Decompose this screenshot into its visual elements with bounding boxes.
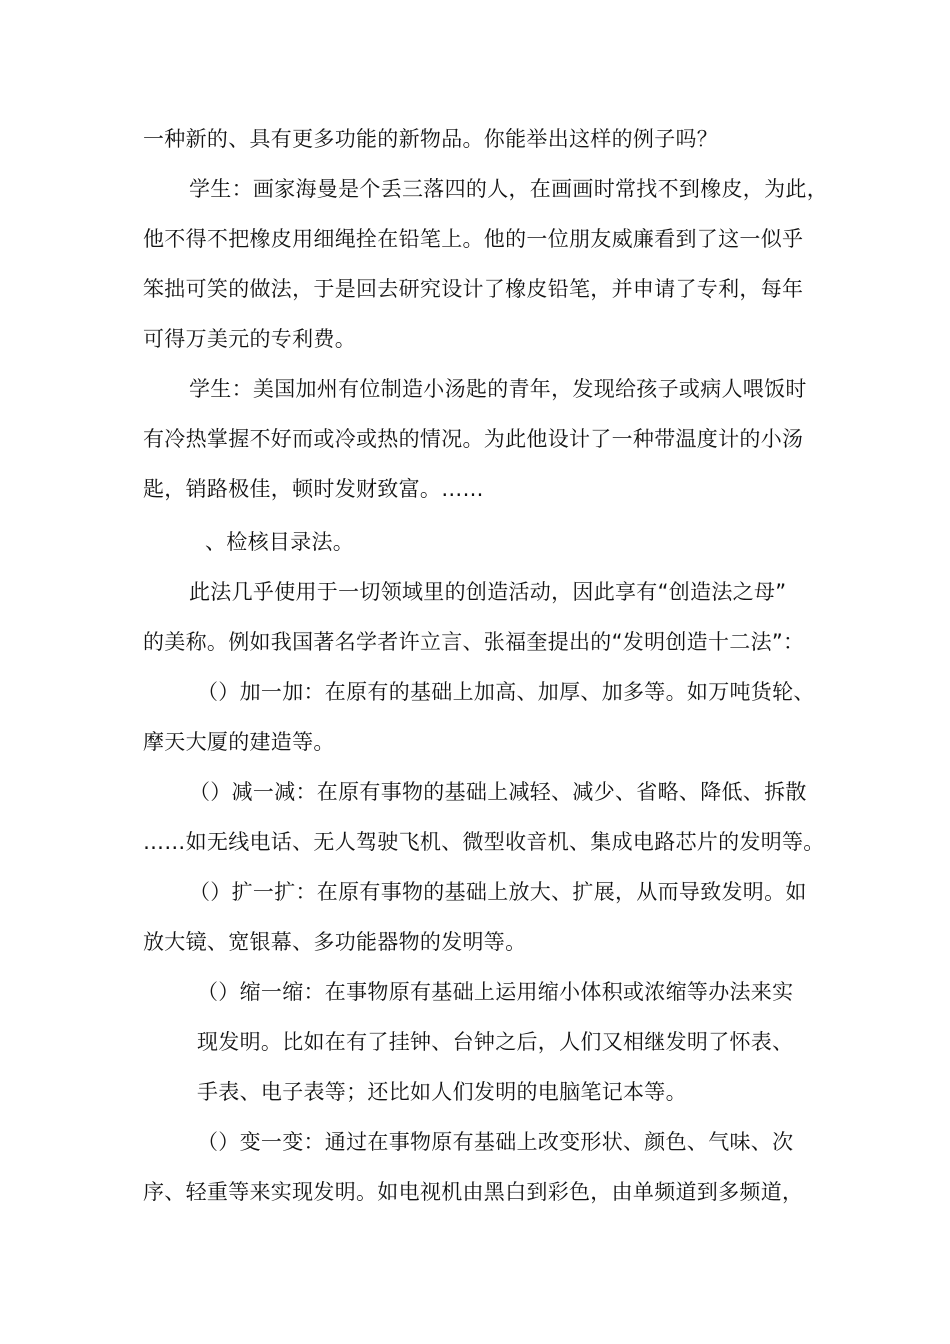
text-line: 学生：画家海曼是个丢三落四的人，在画画时常找不到橡皮，为此， <box>189 177 828 201</box>
list-item-line: （）变一变：通过在事物原有基础上改变形状、颜色、气味、次 <box>197 1130 794 1154</box>
list-item-line: （）缩一缩：在事物原有基础上运用缩小体积或浓缩等办法来实 <box>197 980 794 1004</box>
text-line: 可得万美元的专利费。 <box>143 327 356 351</box>
text-line: 此法几乎使用于一切领域里的创造活动，因此享有“创造法之母” <box>189 580 787 604</box>
text-line: 摩天大厦的建造等。 <box>143 730 335 754</box>
list-item-line: （）减一减：在原有事物的基础上减轻、减少、省略、降低、拆散 <box>189 780 807 804</box>
text-line: 笨拙可笑的做法，于是回去研究设计了橡皮铅笔，并申请了专利，每年 <box>143 277 804 301</box>
text-line: 学生：美国加州有位制造小汤匙的青年，发现给孩子或病人喂饭时 <box>189 377 807 401</box>
text-line: 一种新的、具有更多功能的新物品。你能举出这样的例子吗？ <box>143 127 719 151</box>
text-line: ……如无线电话、无人驾驶飞机、微型收音机、集成电路芯片的发明等。 <box>143 830 825 854</box>
list-item-line: （）扩一扩：在原有事物的基础上放大、扩展，从而导致发明。如 <box>189 880 807 904</box>
text-line: 手表、电子表等；还比如人们发明的电脑笔记本等。 <box>197 1080 687 1104</box>
text-line: 匙，销路极佳，顿时发财致富。…… <box>143 477 484 501</box>
text-line: 他不得不把橡皮用细绳拴在铅笔上。他的一位朋友威廉看到了这一似乎 <box>143 227 804 251</box>
section-heading: 、检核目录法。 <box>205 530 355 554</box>
list-item-line: （）加一加：在原有的基础上加高、加厚、加多等。如万吨货轮、 <box>197 680 815 704</box>
text-line: 序、轻重等来实现发明。如电视机由黑白到彩色，由单频道到多频道， <box>143 1180 804 1204</box>
text-line: 有冷热掌握不好而或冷或热的情况。为此他设计了一种带温度计的小汤 <box>143 427 804 451</box>
text-line: 放大镜、宽银幕、多功能器物的发明等。 <box>143 930 527 954</box>
text-line: 现发明。比如在有了挂钟、台钟之后，人们又相继发明了怀表、 <box>197 1030 794 1054</box>
text-line: 的美称。例如我国著名学者许立言、张福奎提出的“发明创造十二法”： <box>143 630 805 654</box>
